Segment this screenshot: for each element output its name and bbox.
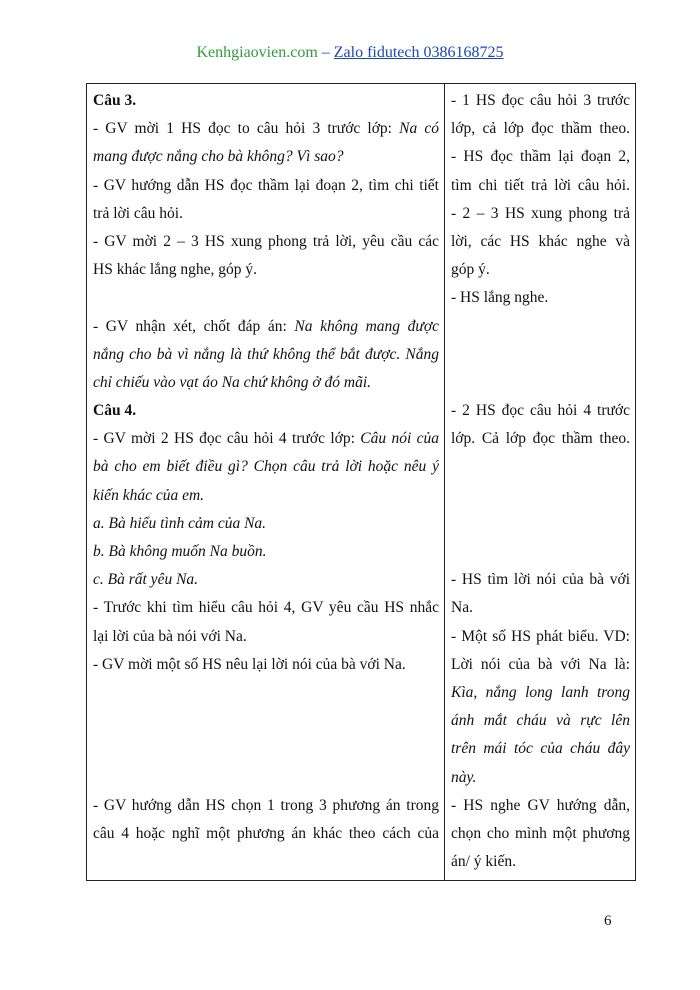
question-4-title: Câu 4. [93,402,137,420]
blank-line [93,707,439,735]
text-line: - GV mời một số HS nêu lại lời nói của bà với Na. [93,655,406,673]
text-line: - Trước khi tìm hiểu câu hỏi 4, GV yêu cầu HS nhắc [93,599,439,617]
zalo-contact-link[interactable]: Zalo fidutech 0386168725 [333,44,504,61]
text-line: - HS tìm lời nói của bà với [451,571,630,589]
page-header [0,44,700,62]
text-line: Na. [451,599,473,617]
blank-line [451,510,630,538]
text-line: Lời nói của bà với Na là: [451,655,630,673]
text-line: trả lời câu hỏi. [93,204,183,222]
text-line: lớp. Cả lớp đọc thầm theo. [451,430,630,448]
text-line: - GV mời 1 HS đọc to câu hỏi 3 trước lớp: Na có [93,120,439,138]
option-c: c. Bà rất yêu Na. [93,571,199,589]
text-line: chọn cho mình một phương [451,824,630,842]
text-line: - GV nhận xét, chốt đáp án: Na không mang được [93,317,439,335]
blank-line [93,764,439,792]
question-3-title: Câu 3. [93,92,137,109]
text-line: Kìa, nắng long lanh trong [451,683,630,701]
blank-line [451,538,630,566]
blank-line [93,679,439,707]
blank-line [93,735,439,763]
option-a: a. Bà hiểu tình cảm của Na. [93,514,267,532]
text-line: này. [451,768,477,786]
teacher-activity-column [87,84,444,848]
text-line: - HS đọc thầm lại đoạn 2, [451,148,630,166]
text-line: - GV mời 2 HS đọc câu hỏi 4 trước lớp: Câu nói của [93,430,439,448]
text-line: lời, các HS khác nghe và [451,232,630,250]
text-line: câu 4 hoặc nghĩ một phương án khác theo cách của [93,824,439,842]
text-line: lớp, cả lớp đọc thầm theo. [451,120,630,138]
text-line: - 2 – 3 HS xung phong trả [451,204,630,222]
option-b: b. Bà không muốn Na buồn. [93,543,267,560]
text-line: chỉ chiếu vào vạt áo Na chứ không ở đó mãi. [93,373,372,391]
student-activity-column [445,84,635,876]
text-line: - 1 HS đọc câu hỏi 3 trước [451,92,630,109]
text-line: ánh mắt cháu và rực lên [451,712,630,730]
text-line: tìm chi tiết trả lời câu hỏi. [451,176,630,194]
blank-line [451,453,630,481]
text-line: - 2 HS đọc câu hỏi 4 trước [451,402,630,420]
text-line: kiến khác của em. [93,486,205,504]
text-line: nắng cho bà vì nắng là thứ không thể bắt được. Nắng [93,345,439,363]
text-line: - GV hướng dẫn HS đọc thầm lại đoạn 2, tìm chi tiết [93,176,439,194]
text-line: - HS lắng nghe. [451,289,549,307]
text-line: án/ ý kiến. [451,853,516,871]
lesson-table [86,83,636,881]
text-line: - HS nghe GV hướng dẫn, [451,796,630,814]
text-line: - GV hướng dẫn HS chọn 1 trong 3 phương án trong [93,796,439,814]
page-number: 6 [604,913,612,929]
blank-line [451,341,630,369]
blank-line [451,369,630,397]
site-name: Kenhgiaovien.com [196,44,318,61]
text-line: - GV mời 2 – 3 HS xung phong trả lời, yêu cầu các [93,232,439,250]
header-separator: – [317,44,334,61]
blank-line [451,482,630,510]
text-line: lại lời của bà nói với Na. [93,627,247,645]
text-line: bà cho em biết điều gì? Chọn câu trả lời hoặc nêu ý [93,458,439,476]
text-line: góp ý. [451,261,490,279]
blank-line [93,284,439,312]
text-line: mang được nắng cho bà không? Vì sao? [93,148,344,166]
text-line: trên mái tóc của cháu đây [451,740,630,758]
blank-line [451,313,630,341]
text-line: - Một số HS phát biểu. VD: [451,627,630,645]
text-line: HS khác lắng nghe, góp ý. [93,261,258,279]
